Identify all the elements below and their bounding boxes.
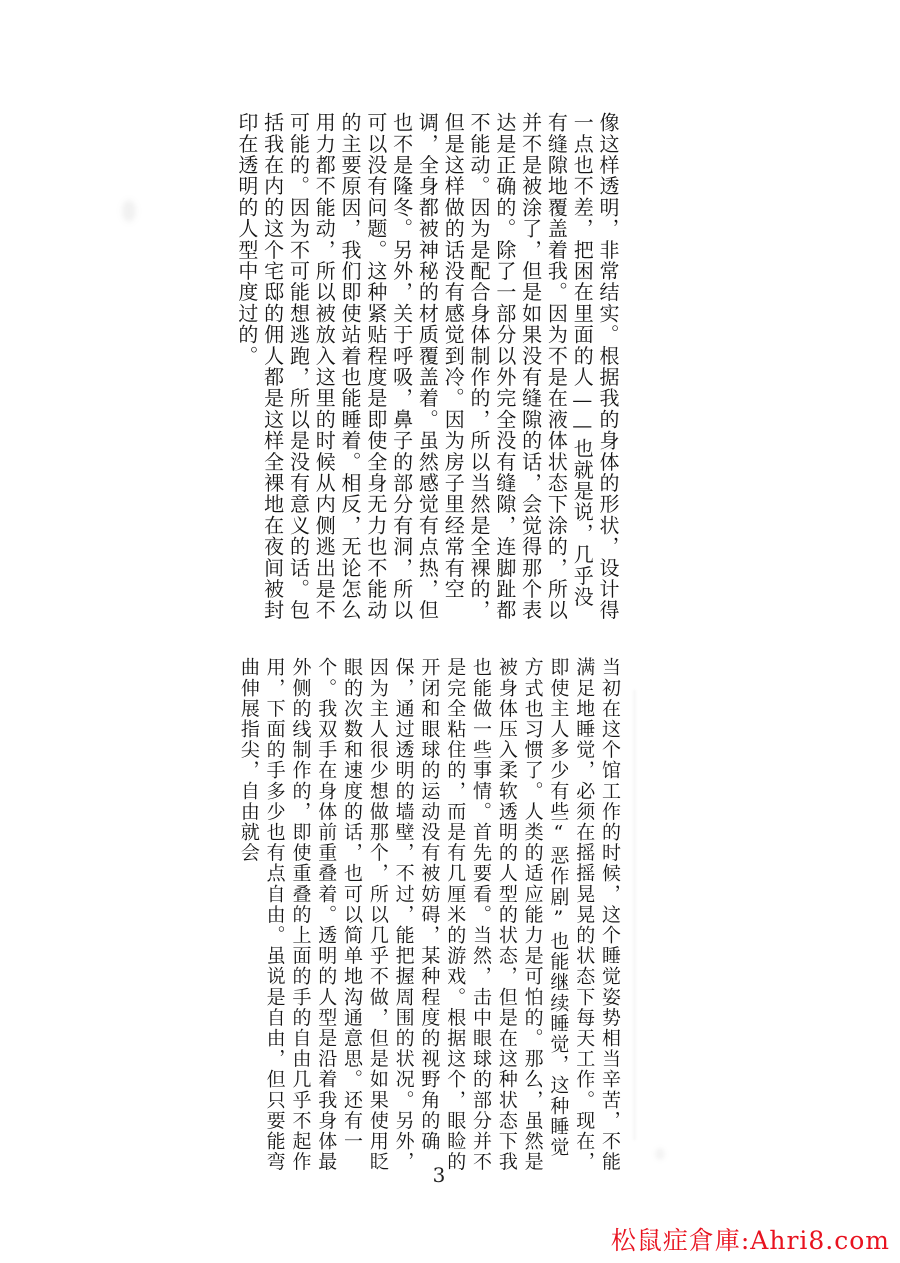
page-number: 3 [432, 1163, 446, 1187]
scan-speckle-artifact [655, 1148, 665, 1160]
watermark-text: 松鼠症倉庫:Ahri8.com [610, 1226, 890, 1255]
vertical-paragraph-top: 像这样透明，非常结实。根据我的身体的形状，设计得一点也不差，把困在里面的人——也就是说，几乎没有缝隙地覆盖着我。因为不是在液体状态下涂的，所以并不是被涂了，但是如果没有缝隙的话，会觉得那个表达是正确的。除了一部分以外完全没有缝隙，连脚趾都不能动。因为是配合身体制作的，所以当然是全裸的，但是这样做的话没有感觉到冷。因为房子里经常有空调，全身都被神秘的材质覆盖着。虽然感觉有点热，但也不是隆冬。另外，关于呼吸，鼻子的部分有洞，所以可以没有问题。这种紧贴程度是即使全身无力也不能动的主要原因，我们即使站着也能睡着。相反，无论怎么用力都不能动，所以被放入这里的时候从内侧逃出是不可能的。因为不可能想逃跑，所以是没有意义的话。包括我在内的这个宅邸的佣人都是这样全裸地在夜间被封印在透明的人型中度过的。 [234, 112, 620, 621]
scan-smudge-artifact [122, 200, 136, 222]
vertical-paragraph-bottom: 当初在这个馆工作的时候，这个睡觉姿势相当辛苦，不能满足地睡觉，必须在摇摇晃晃的状态下每天工作。现在，即使主人多少有些“恶作剧”也能继续睡觉，这种睡觉方式也习惯了。人类的适应能力是可怕的。那么，虽然是被身体压入柔软透明的人型的状态，但是在这种状态下我也能做一些事情。首先要看。当然，击中眼球的部分并不是完全粘住的，而是有几厘米的游戏。根据这个，眼睑的开闭和眼球的运动没有被妨碍，某种程度的视野角的确保，通过透明的墙壁，不过，能把握周围的状况。另外，因为主人很少想做那个，所以几乎不做，但是如果使用眨眼的次数和速度的话，也可以简单地沟通意思。还有一个。我双手在身体前重叠着。透明的人型是沿着我身体最外侧的线制作的，即使重叠的上面的手的自由几乎不起作用，下面的手多少也有点自由。虽说是自由，但只要能弯曲伸展指尖，自由就会 [237, 657, 621, 1172]
scan-streak-artifact [633, 690, 636, 1140]
